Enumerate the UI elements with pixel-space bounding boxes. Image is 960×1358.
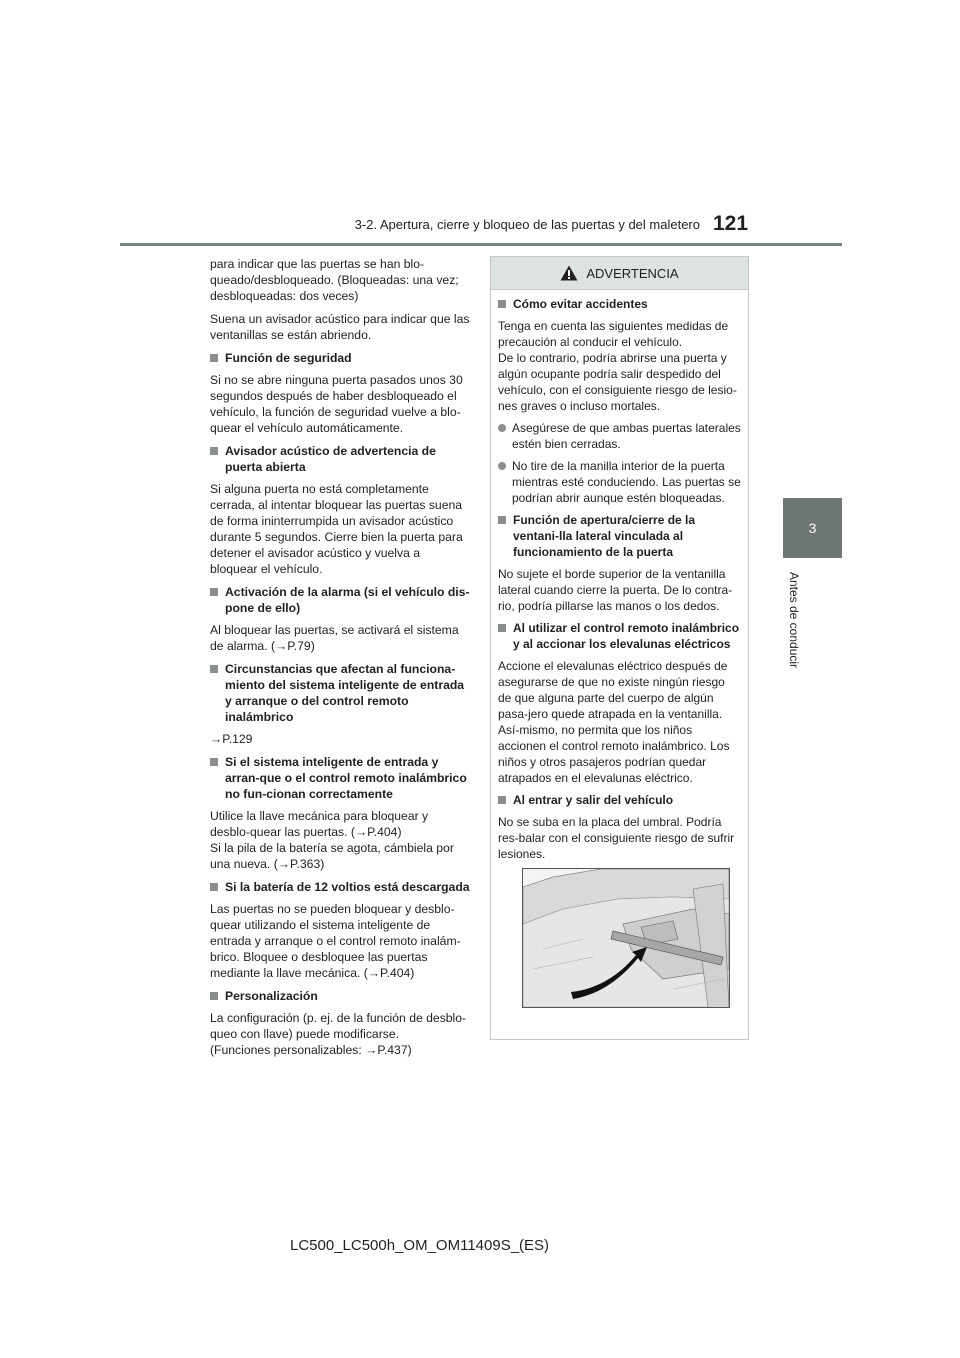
section-title: 3-2. Apertura, cierre y bloqueo de las puertas y del maletero (354, 217, 700, 232)
square-bullet-icon (210, 758, 218, 766)
square-bullet-icon (210, 665, 218, 673)
square-bullet-icon (498, 300, 506, 308)
chapter-label-text: Antes de conducir (787, 571, 801, 669)
section-body: Si no se abre ninguna puerta pasados unos 30 segundos después de haber desbloqueado el vehículo, la función de seguridad vuelve a blo-quear el vehículo automáticamente. (210, 373, 463, 435)
section-heading (210, 350, 470, 366)
warning-text: Accione el elevalunas eléctrico después de asegurarse de que no existe ningún riesgo de que alguna parte del cuerpo de algún pasa-jero quede atrapada en la ventanilla. Así-mismo, no permita que los niños accionen el control remoto inalámbrico. Los niños y otros pasajeros podrían quedar atrapados en el elevalunas eléctrico. (498, 659, 730, 785)
section-body: Utilice la llave mecánica para bloquear y desblo-quear las puertas. (→P.404) (210, 809, 429, 839)
section-body: Si la pila de la batería se agota, cámbiela por una nueva. (→P.363) (210, 841, 454, 871)
section-heading (210, 879, 470, 895)
section-body: (Funciones personalizables: →P.437) (210, 1043, 412, 1057)
warning-body (491, 290, 748, 1008)
warning-heading-text: Al utilizar el control remoto inalámbrico y al accionar los elevalunas eléctricos (513, 621, 740, 651)
warning-section-heading (498, 512, 741, 560)
header-rule (120, 243, 842, 246)
page-number: 121 (713, 212, 749, 235)
warning-heading-text: Al entrar y salir del vehículo (513, 793, 674, 807)
section-heading-text: Circunstancias que afectan al funciona-miento del sistema inteligente de entrada y arranque o del control remoto inalámbrico (225, 662, 465, 724)
warning-bullet (498, 458, 741, 506)
round-bullet-icon (498, 424, 506, 432)
square-bullet-icon (498, 516, 506, 524)
door-sill-illustration (522, 868, 730, 1008)
square-bullet-icon (498, 796, 506, 804)
warning-box (490, 256, 749, 1040)
section-heading (210, 584, 470, 616)
warning-heading-text: Cómo evitar accidentes (513, 297, 648, 311)
left-column (210, 256, 470, 1065)
warning-section-heading (498, 792, 741, 808)
warning-text: Tenga en cuenta las siguientes medidas de precaución al conducir el vehículo. (498, 319, 729, 349)
section-heading-text: Personalización (225, 989, 318, 1003)
square-bullet-icon (210, 883, 218, 891)
intro-paragraph: para indicar que las puertas se han blo-queado/desbloqueado. (Bloqueadas: una vez; desbloqueadas: dos veces) (210, 257, 459, 303)
intro-paragraph: Suena un avisador acústico para indicar que las ventanillas se están abriendo. (210, 312, 470, 342)
page-reference-link[interactable]: →P.129 (210, 732, 253, 746)
section-heading-text: Avisador acústico de advertencia de puerta abierta (225, 444, 436, 474)
square-bullet-icon (210, 447, 218, 455)
section-heading (210, 661, 470, 725)
section-heading-text: Si la batería de 12 voltios está descargada (225, 880, 470, 894)
warning-title: ADVERTENCIA (586, 265, 679, 281)
warning-text: De lo contrario, podría abrirse una puerta y algún ocupante podría salir despedido del vehículo, con el consiguiente riesgo de lesio-nes graves o incluso mortales. (498, 351, 737, 413)
section-body: Las puertas no se pueden bloquear y desblo-quear utilizando el sistema inteligente de entrada y arranque o el control remoto inalám-brico. Bloquee o desbloquee las puertas mediante la llave mecánica. (→P.404) (210, 902, 461, 980)
warning-section-heading (498, 620, 741, 652)
section-body: Al bloquear las puertas, se activará el sistema de alarma. (→P.79) (210, 623, 459, 653)
square-bullet-icon (210, 354, 218, 362)
section-heading-text: Si el sistema inteligente de entrada y arran-que o el control remoto inalámbrico no fun-cionan correctamente (225, 755, 467, 801)
chapter-label (786, 565, 802, 675)
square-bullet-icon (498, 624, 506, 632)
warning-text: No sujete el borde superior de la ventanilla lateral cuando cierre la puerta. De lo contra-rio, podría pillarse las manos o los dedos. (498, 567, 733, 613)
warning-bullet-text: Asegúrese de que ambas puertas laterales estén bien cerradas. (512, 421, 741, 451)
section-body: Si alguna puerta no está completamente cerrada, al intentar bloquear las puertas suena de forma ininterrumpida un avisador acústico durante 5 segundos. Cierre bien la puerta para detener el avisador acústico y vuelva a bloquear el vehículo. (210, 482, 463, 576)
warning-text: No se suba en la placa del umbral. Podría res-balar con el consiguiente riesgo de sufrir lesiones. (498, 815, 735, 861)
warning-triangle-icon (560, 265, 578, 281)
door-sill-drawing (523, 869, 729, 1007)
section-heading-text: Función de seguridad (225, 351, 352, 365)
section-heading (210, 988, 470, 1004)
section-body: La configuración (p. ej. de la función de desblo-queo con llave) puede modificarse. (210, 1011, 467, 1041)
square-bullet-icon (210, 588, 218, 596)
warning-header (491, 257, 748, 290)
warning-bullet-text: No tire de la manilla interior de la puerta mientras esté conduciendo. Las puertas se podrían abrir aunque estén bloqueadas. (512, 459, 741, 505)
section-heading-text: Activación de la alarma (si el vehículo dis-pone de ello) (225, 585, 470, 615)
warning-bullet (498, 420, 741, 452)
chapter-tab[interactable]: 3 (783, 498, 842, 558)
section-heading (210, 443, 470, 475)
section-heading (210, 754, 470, 802)
warning-section-heading (498, 296, 741, 312)
warning-heading-text: Función de apertura/cierre de la ventani-lla lateral vinculada al funcionamiento de la puerta (513, 513, 696, 559)
footer-doc-code: LC500_LC500h_OM_OM11409S_(ES) (290, 1237, 550, 1254)
round-bullet-icon (498, 462, 506, 470)
square-bullet-icon (210, 992, 218, 1000)
